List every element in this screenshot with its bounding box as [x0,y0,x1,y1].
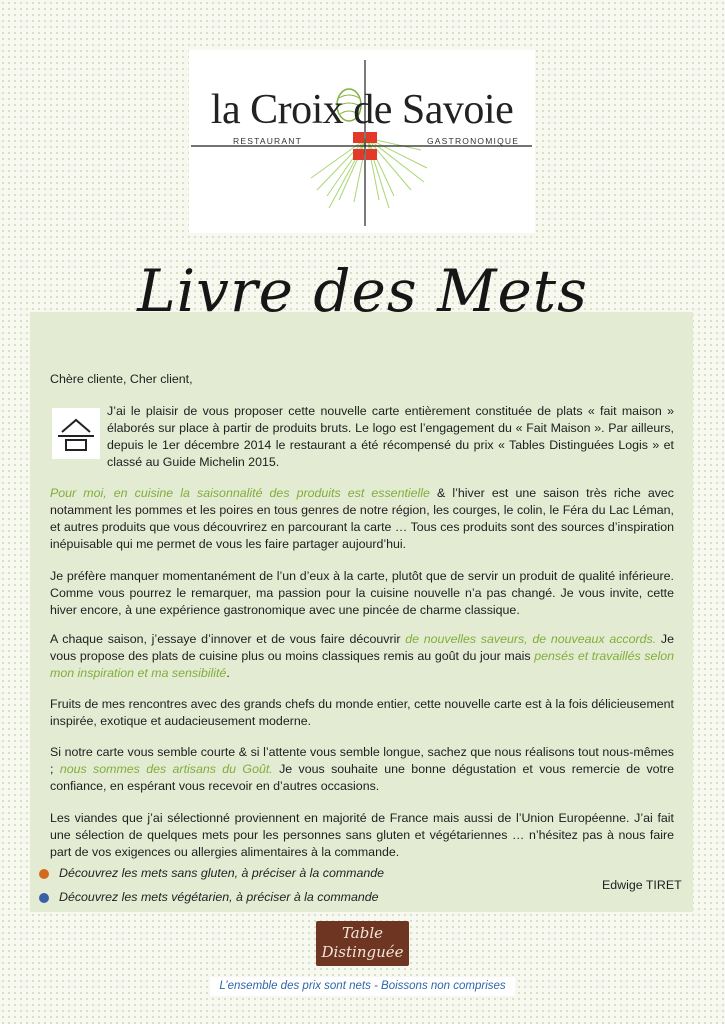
logo-restaurant-tag: RESTAURANT [233,136,302,146]
intro-paragraph: J’ai le plaisir de vous proposer cette nouvelle carte entièrement constituée de plats « fait maison » élaborés sur place à partir de produits bruts. Le logo est l’engagement du « Fait Maison ». Par ailleurs, depuis le 1er décembre 2014 le restaurant a été récompensé du prix « Tables Distinguées Logis » et classé au Guide Michelin 2015. [107,404,674,469]
gluten-free-marker-icon [39,869,49,879]
page-title: Livre des Mets [137,257,588,325]
quality-paragraph: Je préfère manquer momentanément de l’un d’eux à la carte, plutôt que de servir un produit de qualité inférieure. Comme vous pourrez le remarquer, ma passion pour la cuisine nouvelle n’a pas changé. Je vous invite, cette hiver encore, à une expérience gastronomique avec une pincée de charme classique. [50,569,674,617]
innovation-highlight-2: pensés et travaillés selon mon inspiration et ma sensibilité [50,649,674,680]
innovation-text-c: . [226,666,230,680]
gluten-free-note: Découvrez les mets sans gluten, à préciser à la commande [59,866,385,880]
artisans-highlight: nous sommes des artisans du Goût. [59,762,273,776]
innovation-highlight-1: de nouvelles saveurs, de nouveaux accords. [405,632,657,646]
signature: Edwige TIRET [602,878,682,892]
logo-name: la Croix de Savoie [210,87,514,133]
inspiration-paragraph: Fruits de mes rencontres avec des grands chefs du monde entier, cette nouvelle carte est à la fois délicieusement inspirée, exotique et audacieusement moderne. [50,697,674,728]
artisans-text-b: Je vous souhaite une bonne dégustation et vous remercie de votre confiance, en espérant vous recevoir en d’autres occasions. [50,762,674,793]
logo-gastronomique-tag: GASTRONOMIQUE [427,136,520,146]
restaurant-logo [189,50,535,233]
seasonality-text: & l’hiver est une saison très riche avec notamment les pommes et les poires en tous genres de notre région, les courges, le colin, le Féra du Lac Léman, et autres produits que vous découvrirez en parcourant la carte … Tous ces produits sont des sources d’inspiration inépuisable qui me permet de vous les faire partager aujourd’hui. [50,486,674,551]
fait-maison-house-icon [52,408,100,459]
innovation-text-b: Je vous propose des plats de cuisine plus ou moins classiques remis au goût du jour mais [50,632,674,663]
sourcing-paragraph: Les viandes que j’ai sélectionné proviennent en majorité de France mais aussi de l’Union Européenne. J’ai fait une sélection de quelques mets pour les personnes sans gluten et végétariennes … n’hésitez pas à nous faire part de vos exigences ou allergies alimentaires à la commande. [50,811,674,859]
greeting: Chère cliente, Cher client, [50,372,193,386]
vegetarian-marker-icon [39,893,49,903]
badge-line-2: Distinguée [321,943,404,961]
footer-note: L’ensemble des prix sont nets - Boissons non comprises [210,977,515,996]
innovation-paragraph [50,631,674,682]
seasonality-highlight: Pour moi, en cuisine la saisonnalité des produits est essentielle [50,486,430,500]
artisans-paragraph [50,744,674,795]
vegetarian-note: Découvrez les mets végétarien, à préciser à la commande [59,890,379,904]
innovation-text-a: A chaque saison, j’essaye d’innover et de vous faire découvrir [50,632,406,646]
table-distinguee-badge [316,921,409,966]
badge-line-1: Table [341,924,384,942]
artisans-text-a: Si notre carte vous semble courte & si l’attente vous semble longue, sachez que nous réalisons tout nous-mêmes ; [50,745,674,776]
seasonality-paragraph [50,485,674,553]
